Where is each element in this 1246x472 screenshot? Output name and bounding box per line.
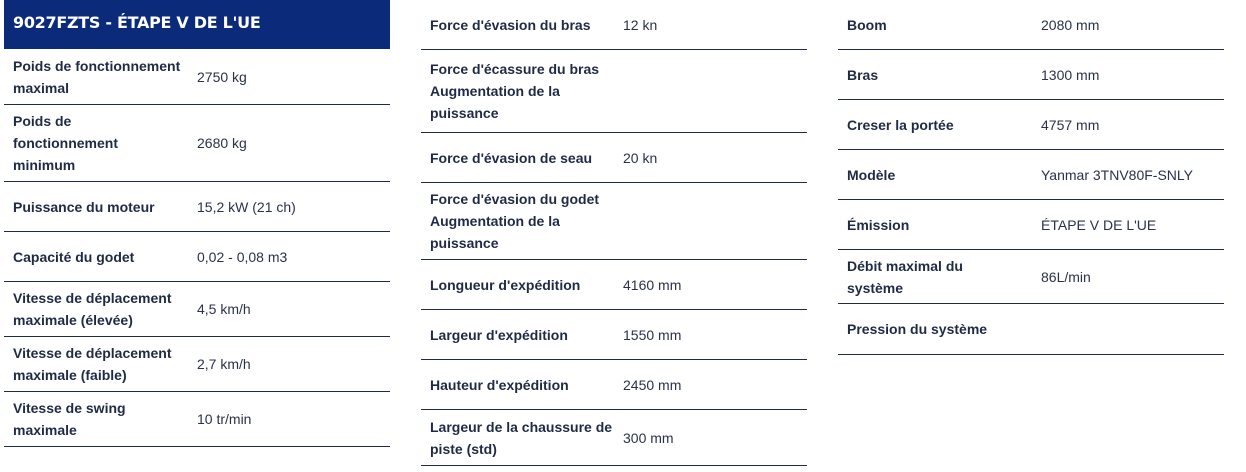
spec-label: Vitesse de swing maximale: [13, 400, 126, 438]
spec-row: [838, 100, 1224, 150]
spec-row: [838, 0, 1224, 50]
spec-row: [4, 182, 390, 232]
spec-row: [421, 183, 807, 260]
spec-value: 12 kn: [623, 16, 658, 33]
spec-row: [838, 50, 1224, 100]
spec-row: [4, 232, 390, 282]
spec-value: 10 tr/min: [197, 411, 252, 427]
spec-column-3: [838, 0, 1224, 355]
spec-label: Force d'évasion du bras: [430, 16, 591, 33]
spec-row: [838, 200, 1224, 250]
spec-row: [4, 49, 390, 105]
spec-label: Creser la portée: [847, 116, 954, 133]
spec-value: 2750 kg: [197, 68, 247, 85]
spec-table-header: 9027FZTS - ÉTAPE V DE L'UE: [4, 0, 390, 49]
spec-row: [421, 133, 807, 183]
spec-value: 1300 mm: [1041, 66, 1100, 83]
spec-row: [421, 360, 807, 410]
spec-label: Poids de fonctionnement minimum: [13, 113, 118, 173]
spec-label: Émission: [847, 216, 910, 233]
spec-label: Puissance du moteur: [13, 198, 155, 215]
spec-value: 4757 mm: [1041, 116, 1100, 133]
spec-value: 1550 mm: [623, 326, 682, 343]
spec-value: 2080 mm: [1041, 16, 1100, 33]
spec-value: 20 kn: [623, 149, 658, 166]
spec-column-2: [421, 0, 807, 466]
spec-value: 4,5 km/h: [197, 301, 251, 317]
spec-value: 2,7 km/h: [197, 356, 251, 372]
spec-label: Force d'évasion du godet Augmentation de la puissance: [430, 191, 600, 251]
spec-label: Vitesse de déplacement maximale (faible): [13, 345, 172, 383]
spec-value: ÉTAPE V DE L'UE: [1041, 216, 1157, 233]
spec-row: [4, 282, 390, 337]
spec-label: Boom: [847, 16, 887, 33]
spec-value: Yanmar 3TNV80F-SNLY: [1041, 166, 1193, 183]
spec-value: 2450 mm: [623, 376, 682, 393]
spec-row: [4, 392, 390, 447]
spec-label: Longueur d'expédition: [430, 276, 581, 293]
spec-label: Pression du système: [847, 321, 988, 337]
spec-row: [421, 410, 807, 466]
spec-value: 0,02 - 0,08 m3: [197, 248, 288, 265]
spec-row: [421, 310, 807, 360]
spec-row: [838, 250, 1224, 304]
spec-column-1: [4, 0, 390, 447]
spec-row: [4, 337, 390, 392]
spec-label: Hauteur d'expédition: [430, 376, 569, 393]
spec-value: 86L/min: [1041, 268, 1091, 285]
spec-value: 4160 mm: [623, 276, 682, 293]
spec-label: Force d'écassure du bras Augmentation de la puissance: [430, 61, 600, 121]
spec-value: 15,2 kW (21 ch): [197, 198, 296, 215]
spec-label: Largeur d'expédition: [430, 326, 568, 343]
spec-label: Modèle: [847, 166, 896, 183]
spec-label: Capacité du godet: [13, 248, 135, 265]
spec-label: Poids de fonctionnement maximal: [13, 57, 181, 96]
spec-row: [838, 304, 1224, 355]
spec-row: [421, 260, 807, 310]
spec-row: [4, 105, 390, 182]
spec-label: Largeur de la chaussure de piste (std): [430, 418, 613, 457]
spec-label: Vitesse de déplacement maximale (élevée): [13, 290, 172, 328]
spec-row: [421, 0, 807, 50]
spec-value: 300 mm: [623, 429, 674, 446]
spec-label: Force d'évasion de seau: [430, 149, 593, 166]
spec-value: 2680 kg: [197, 135, 247, 151]
spec-label: Débit maximal du système: [847, 257, 963, 296]
spec-row: [421, 50, 807, 133]
spec-label: Bras: [847, 66, 879, 83]
spec-row: [838, 150, 1224, 200]
